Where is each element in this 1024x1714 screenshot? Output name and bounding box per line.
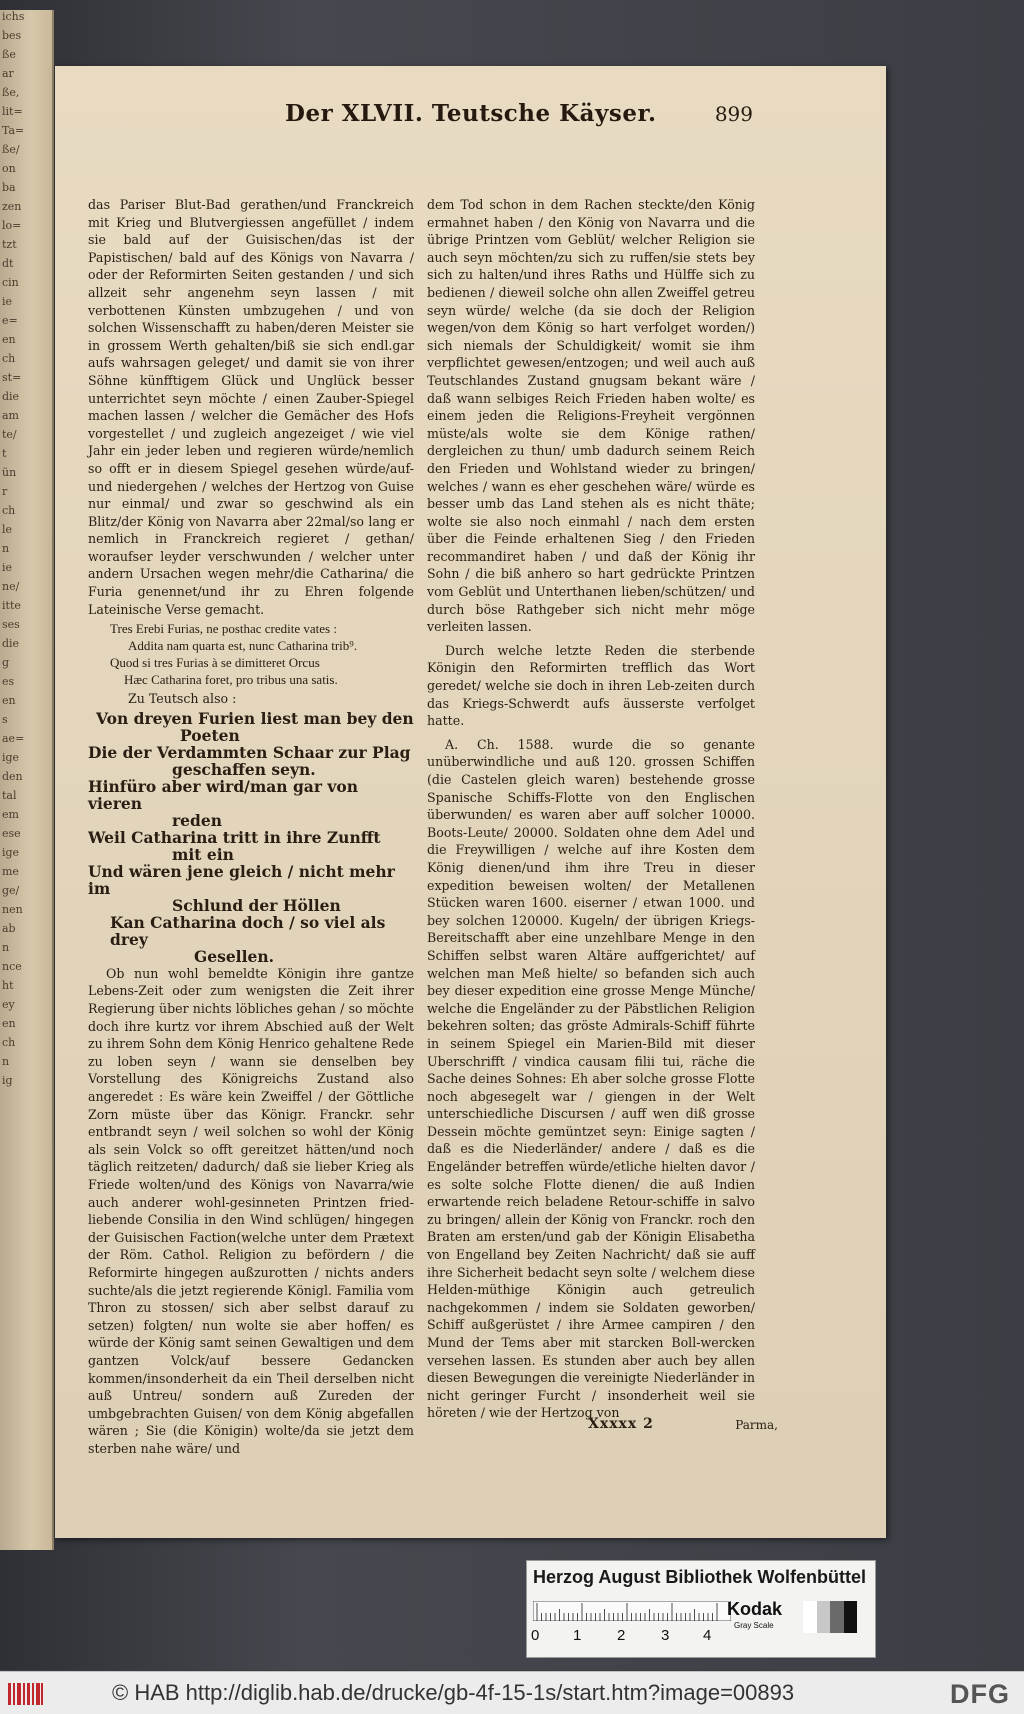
left-margin-fragment: nce — [2, 960, 22, 973]
ruler-num-0: 0 — [531, 1627, 540, 1644]
signature-mark: Xxxxx 2 — [588, 1416, 654, 1432]
poem-line-6-text: Kan Catharina doch / so viel als drey — [110, 912, 386, 949]
kodak-logo: Kodak — [727, 1599, 783, 1619]
gray-scale-label: Gray Scale — [734, 1621, 774, 1630]
latin-line-1: Tres Erebi Furias, ne posthac credite vates : — [110, 621, 337, 637]
gray-patch-black — [844, 1601, 858, 1633]
poem-line-5-text: Und wären jene gleich / nicht mehr im — [88, 861, 395, 898]
right-paragraph-2: Durch welche letzte Reden die sterbende Königin den Reformirten trefflich das Wort geredet/ welche sie doch in ihren Leb-zeiten durch das Kriegs-Schwerdt aufs äusserste verfolget hatte. — [427, 642, 755, 729]
left-margin-fragment: nen — [2, 903, 23, 916]
left-margin-fragment: itte — [2, 599, 21, 612]
left-margin-fragment: die — [2, 390, 20, 403]
running-title: Der XLVII. Teutsche Käyser. — [285, 100, 657, 127]
left-margin-fragment: em — [2, 808, 19, 821]
left-margin-fragment: on — [2, 162, 16, 175]
left-margin-fragment: ch — [2, 352, 16, 365]
ruler-num-4: 4 — [703, 1627, 712, 1644]
left-margin-fragment: ch — [2, 1036, 16, 1049]
left-margin-fragment: ch — [2, 504, 16, 517]
ruler-num-2: 2 — [617, 1627, 626, 1644]
scale-ruler — [533, 1601, 731, 1621]
left-margin-fragment: ße — [2, 48, 16, 61]
left-margin-fragment: ige — [2, 751, 20, 764]
left-margin-fragment: ne/ — [2, 580, 20, 593]
left-margin-fragment: ge/ — [2, 884, 20, 897]
left-margin-fragment: ie — [2, 295, 13, 308]
left-margin-fragment: lit= — [2, 105, 23, 118]
left-margin-fragment: ige — [2, 846, 20, 859]
left-column — [88, 196, 414, 1457]
left-margin-fragment: me — [2, 865, 19, 878]
latin-verse — [88, 620, 414, 688]
right-paragraph-3: A. Ch. 1588. wurde die so genante unüberwindliche und auß 120. grossen Schiffen (die Castelen gleich waren) bestehende grosse Spanische Schiffs-Flotte von den Englischen überwunden/ es waren aber auff solcher 10000. Boots-Leute/ 20000. Soldaten ohne dem Adel und die Freywilligen / welche auf ihre Kosten dem König dienen/und ihm ihre Treu in dieser expedition beweisen wolten/ der Metallenen Stücken waren 1600. eiserner / etwan 1000. und bey solchen 120000. Kugeln/ der übrigen Kriegs-Bereitschafft aber eine unzehlbare Menge in den Schiffen selbst waren Altäre auffgerichtet/ auf welchen man Meß hielte/ so befanden sich auch bey dieser expedition eine grosse Menge Münche/ welche die Engeländer zu der Päbstlichen Religion bekehren solten; das gröste Admirals-Schiff führte in seinem Spiegel ein Marien-Bild mit dieser Uberschrifft / vindica causam filii tui, räche die Sache deines Sohnes: Eh aber solche grosse Flotte noch abgesegelt war / giengen in der Welt unterschiedliche Discursen / auff wen diß grosse Dessein möchte gemüntzet seyn: Einige sagten / daß es die Niederländer/ andere / daß es die Engeländer betreffen würde/etliche hielten davor / es solte solche Flotte dienen/ die auß Indien erwartende reich beladene Retour-schiffe in salvo zu bringen/ allein der König von Franckr. roch den Braten am ersten/und gab der Königin Elisabetha von Engelland bey Zeiten Nachricht/ daß sie auff ihre Sicherheit bedacht seyn solte / welchem diese Helden-müthige Königin auch getreulich nachgekommen / indem sie Soldaten geworben/ Schiff außgerüstet / ihre Armee campiren / den Mund der Tems aber mit starcken Boll-wercken versehen lassen. Es stunden aber auch bey allen diesen Bewegungen die vereinigte Niederländer in nicht geringer Furcht / insonderheit weil sie höreten / wie der Hertzog von — [427, 736, 755, 1421]
latin-line-4: Hæc Catharina foret, pro tribus una satis. — [124, 672, 338, 688]
poem-line-4-text: Weil Catharina tritt in ihre Zunfft — [88, 827, 381, 847]
left-margin-fragment: dt — [2, 257, 14, 270]
poem-line-3-cont: reden — [172, 810, 222, 830]
left-margin-fragment: n — [2, 1055, 10, 1068]
left-margin-fragment: am — [2, 409, 19, 422]
gray-patch-light — [817, 1601, 831, 1633]
left-margin-fragment: en — [2, 694, 16, 707]
left-margin-fragment: cin — [2, 276, 19, 289]
translation-intro: Zu Teutsch also : — [128, 691, 237, 707]
left-margin-fragment: ün — [2, 466, 17, 479]
german-poem — [88, 710, 414, 965]
left-margin-fragment: es — [2, 675, 15, 688]
left-margin-fragment: Ta= — [2, 124, 25, 137]
left-margin-fragment: tal — [2, 789, 17, 802]
left-margin-fragment: te/ — [2, 428, 17, 441]
left-margin-fragment: t — [2, 447, 7, 460]
left-margin-fragment: ße, — [2, 86, 20, 99]
left-margin-fragment: ae= — [2, 732, 25, 745]
left-paragraph-2: Ob nun wohl bemeldte Königin ihre gantze Lebens-Zeit oder zum wenigsten die Zeit ihrer Regierung über nichts löbliches gehan / so möchte doch ihre kurtz vor ihrem Abschied auß der Welt zu ihrem Sohn dem König Henrico gehaltene Rede zu loben seyn / wann sie denselben bey Vorstellung des Königreichs Zustand also angeredet : Es wäre kein Zweiffel / der Göttliche Zorn müste über das Königr. Franckr. sehr entbrandt seyn / weil solchen so wohl der König als sein Volck so offt gereitzet hätten/und noch täglich reitzeten/ dadurch/ daß sie lieber Krieg als Friede wolten/und des Königs von Navarra/wie auch anderer wohl-gesinneten Printzen fried-liebende Consilia in den Wind schlügen/ hingegen der Guisischen Faction(welche unter dem Prætext der Röm. Cathol. Religion zu befördern / die Reformirte hingegen außzurotten / nichts anders suchte/als die jetzt regierende Königl. Familia vom Thron zu stossen/ sich aber selbst darauf zu setzen) folgten/ nun wolte sie aber hoffen/ es würde der König samt seinen Gewaltigen und dem gantzen Volck/auf bessere Gedancken kommen/insonderheit da ein Theil derselben nicht auß Untreu/ sondern auß Zureden der umbgebrachten Guisen/ von dem König abgefallen wären ; Sie (die Königin) wolte/da sie jetzt dem sterben nahe wäre/ und — [88, 965, 414, 1456]
poem-line-5 — [88, 863, 414, 914]
left-paragraph-1: das Pariser Blut-Bad gerathen/und Franckreich mit Krieg und Blutvergiessen angefüllet / indem sie bald auf der Guisischen/das ist der Papistischen/ bald auf des Königs von Navarra / oder der Reformirten Seiten gestanden / und sich allzeit sehr angenehm seyn lassen / mit verbottenen Künsten umbzugehen / und von solchen Wissenschafft zu haben/deren Meister sie in grossem Werth gehalten/biß sie sich endl.gar aufs wahrsagen geleget/ und damit sie von ihrer Söhne künfftigem Glück und Unglück besser unterrichtet seyn möchte / einen Zauber-Spiegel machen lassen / welcher die Gemächer des Hofs vorgestellet / und zugleich angezeiget / wie viel Jahr ein jeder leben und regieren würde/nemlich so offt er in diesem Spiegel gesehen würde/auf- und niedergehen / welches der Hertzog von Guise nur einmal/ und zwar so geschwind als ein Blitz/der König von Navarra aber 22mal/so lang er nemlich in Franckreich regieret / gethan/ woraufser leyder verschwunden / welcher unter andern Ursachen wegen mehr/die Catharina/ die Furia genennet/und ihr zu Ehren folgende Lateinische Verse gemacht. — [88, 197, 414, 617]
page-number: 899 — [714, 102, 753, 126]
poem-line-3-text: Hinfüro aber wird/man gar von vieren — [88, 776, 359, 813]
left-margin-fragment: le — [2, 523, 13, 536]
library-name: Herzog August Bibliothek Wolfenbüttel — [533, 1567, 866, 1587]
left-margin-fragment: zen — [2, 200, 22, 213]
color-calibration-card — [526, 1560, 876, 1658]
poem-line-4-cont: mit ein — [172, 844, 234, 864]
left-margin-fragment: ie — [2, 561, 13, 574]
left-margin-fragment: st= — [2, 371, 22, 384]
right-column — [427, 196, 755, 1422]
gray-scale-patches — [803, 1601, 857, 1633]
left-margin-fragment: en — [2, 1017, 16, 1030]
left-margin-fragment: en — [2, 333, 16, 346]
left-margin-fragment: s — [2, 713, 8, 726]
right-paragraph-1: dem Tod schon in dem Rachen steckte/den König ermahnet haben / den König von Navarra und die übrige Printzen vom Geblüt/ welcher Religion sie auch seyn möchten/zu sich zu ruffen/sie stets bey sich zu halten/und ihres Raths und Hülffe sich zu bedienen / dieweil solche ohn allen Zweiffel getreu seyn würde/ welche (da sie doch der Religion wegen/von dem König so hart verfolget worden/) sich niemals der Schuldigkeit/ womit sie ihm verpflichtet gewesen/entzogen; und weil auch auß Teutschlandes Zustand gnugsam bekant wäre / daß wann selbiges Reich Frieden haben wolte/ es einem jeden die Religions-Freyheit vergönnen müste/als wolte sie dem Könige rathen/ dergleichen zu thun/ umb dadurch seinem Reich den Frieden und Wohlstand wieder zu bringen/ welches / wann es eher geschehen wäre/ würde es besser umb das Land stehen als es nicht thäte; wolte sie also noch einmahl / nach dem ersten über die Feinde erhaltenen Sieg / den Frieden recommandiret haben / und daß der König ihr Sohn / die biß anhero so hart gedrückte Printzen vom Geblüt und Unterthanen lieben/schützen/ und durch böse Rathgeber sich nicht mehr möge verleiten lassen. — [427, 197, 755, 635]
source-credit-link[interactable]: © HAB http://diglib.hab.de/drucke/gb-4f-15-1s/start.htm?image=00893 — [112, 1680, 795, 1705]
page-header — [233, 100, 753, 134]
poem-line-1 — [88, 710, 414, 744]
left-margin-fragment: n — [2, 941, 10, 954]
left-margin-fragment: ar — [2, 67, 14, 80]
catchword: Parma, — [735, 1418, 778, 1432]
poem-line-1-cont: Poeten — [180, 725, 240, 745]
poem-line-1-text: Von dreyen Furien liest man bey den — [96, 708, 414, 728]
barcode-icon — [8, 1683, 44, 1705]
left-margin-fragment: ichs — [2, 10, 25, 23]
poem-line-6-cont: Gesellen. — [194, 946, 274, 966]
left-margin-fragment: ße/ — [2, 143, 20, 156]
left-margin-fragment: ba — [2, 181, 16, 194]
left-margin-fragment: ig — [2, 1074, 13, 1087]
latin-line-2: Addita nam quarta est, nunc Catharina trib⁹. — [128, 638, 358, 654]
left-margin-fragment: lo= — [2, 219, 22, 232]
poem-line-2 — [88, 744, 414, 778]
gray-patch-white — [803, 1601, 817, 1633]
poem-line-2-text: Die der Verdammten Schaar zur Plag — [88, 742, 411, 762]
left-margin-fragment: tzt — [2, 238, 17, 251]
left-margin-fragment: den — [2, 770, 23, 783]
left-margin-fragment: e= — [2, 314, 18, 327]
gray-patch-mid — [830, 1601, 844, 1633]
poem-line-5-cont: Schlund der Höllen — [172, 895, 341, 915]
left-margin-fragment: ese — [2, 827, 21, 840]
left-page-edge — [0, 10, 54, 1550]
left-margin-fragment: ab — [2, 922, 16, 935]
left-margin-fragment: ses — [2, 618, 20, 631]
left-margin-fragment: die — [2, 637, 20, 650]
dfg-logo: DFG — [950, 1679, 1010, 1709]
left-margin-fragment: bes — [2, 29, 22, 42]
signature-line — [588, 1416, 778, 1438]
left-margin-fragment: g — [2, 656, 10, 669]
left-margin-fragment: ey — [2, 998, 15, 1011]
left-margin-fragment: r — [2, 485, 8, 498]
footer-bar — [0, 1671, 1024, 1714]
ruler-num-1: 1 — [573, 1627, 582, 1644]
poem-line-4 — [88, 829, 414, 863]
poem-line-6 — [88, 914, 414, 965]
ruler-num-3: 3 — [661, 1627, 670, 1644]
left-margin-fragment: ht — [2, 979, 14, 992]
latin-line-3: Quod si tres Furias à se dimitteret Orcus — [110, 655, 320, 671]
left-margin-fragment: n — [2, 542, 10, 555]
poem-line-3 — [88, 778, 414, 829]
poem-line-2-cont: geschaffen seyn. — [172, 759, 316, 779]
